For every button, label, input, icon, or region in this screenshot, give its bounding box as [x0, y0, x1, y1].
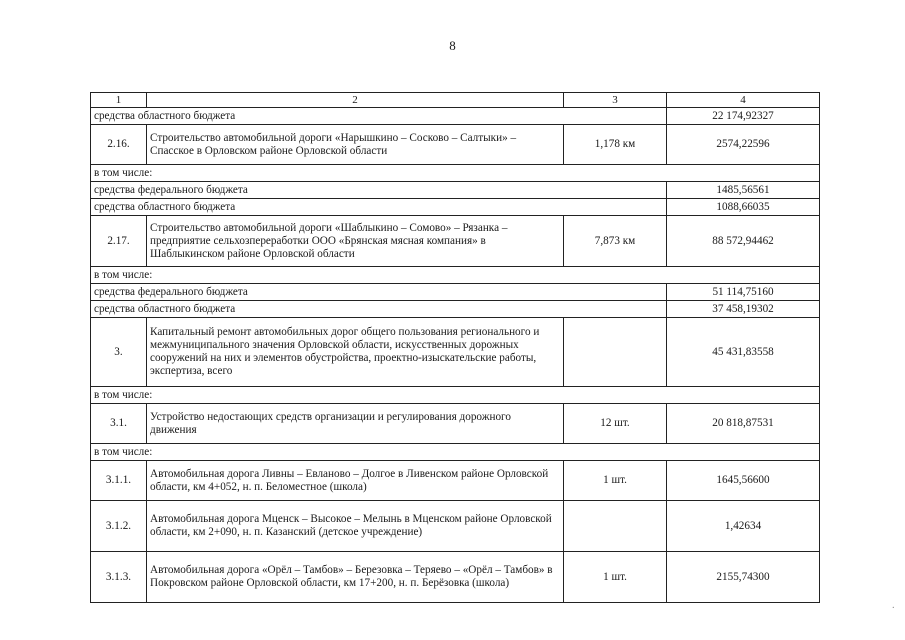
table-row [91, 461, 820, 501]
table-row [91, 444, 820, 461]
amount-cell: 88 572,94462 [667, 216, 820, 267]
item-quantity [564, 318, 667, 387]
funding-source-label: средства федерального бюджета [91, 182, 667, 199]
item-number: 2.16. [91, 125, 147, 165]
header-cell: 2 [147, 93, 564, 108]
item-quantity: 7,873 км [564, 216, 667, 267]
subtotal-note: в том числе: [91, 267, 820, 284]
table-row [91, 284, 820, 301]
table-row [91, 552, 820, 603]
header-cell: 3 [564, 93, 667, 108]
item-quantity: 1 шт. [564, 461, 667, 501]
funding-source-label: средства областного бюджета [91, 301, 667, 318]
amount-cell: 37 458,19302 [667, 301, 820, 318]
table-row [91, 199, 820, 216]
item-quantity: 12 шт. [564, 404, 667, 444]
item-quantity [564, 501, 667, 552]
item-description: Автомобильная дорога «Орёл – Тамбов» – Березовка – Теряево – «Орёл – Тамбов» в Покровском районе Орловской области, км 17+200, н. п. Берёзовка (школа) [147, 552, 564, 603]
table-row [91, 501, 820, 552]
table-row [91, 404, 820, 444]
item-description: Устройство недостающих средств организации и регулирования дорожного движения [147, 404, 564, 444]
table-row [91, 108, 820, 125]
item-number: 3.1.1. [91, 461, 147, 501]
table-row [91, 165, 820, 182]
item-number: 3. [91, 318, 147, 387]
amount-cell: 22 174,92327 [667, 108, 820, 125]
table-row [91, 125, 820, 165]
table-row [91, 182, 820, 199]
header-cell: 1 [91, 93, 147, 108]
subtotal-note: в том числе: [91, 444, 820, 461]
amount-cell: 51 114,75160 [667, 284, 820, 301]
item-number: 3.1. [91, 404, 147, 444]
table-row [91, 216, 820, 267]
amount-cell: 1645,56600 [667, 461, 820, 501]
funding-source-label: средства федерального бюджета [91, 284, 667, 301]
amount-cell: 2574,22596 [667, 125, 820, 165]
table-header-row [91, 93, 820, 108]
funding-source-label: средства областного бюджета [91, 108, 667, 125]
page-number: 8 [449, 38, 456, 53]
item-number: 3.1.2. [91, 501, 147, 552]
item-description: Строительство автомобильной дороги «Нарышкино – Сосково – Салтыки» – Спасское в Орловском районе Орловской области [147, 125, 564, 165]
subtotal-note: в том числе: [91, 387, 820, 404]
item-description: Автомобильная дорога Ливны – Евланово – Долгое в Ливенском районе Орловской области, км 4+052, н. п. Беломестное (школа) [147, 461, 564, 501]
amount-cell: 45 431,83558 [667, 318, 820, 387]
item-number: 2.17. [91, 216, 147, 267]
header-cell: 4 [667, 93, 820, 108]
table-row [91, 267, 820, 284]
funding-source-label: средства областного бюджета [91, 199, 667, 216]
amount-cell: 1,42634 [667, 501, 820, 552]
item-number: 3.1.3. [91, 552, 147, 603]
amount-cell: 2155,74300 [667, 552, 820, 603]
table-row [91, 301, 820, 318]
subtotal-note: в том числе: [91, 165, 820, 182]
item-description: Капитальный ремонт автомобильных дорог общего пользования регионального и межмуниципального значения Орловской области, искусственных дорожных сооружений на них и элементов обустройства, проектно-изыскательские работы, экспертиза, всего [147, 318, 564, 387]
table-row [91, 318, 820, 387]
amount-cell: 20 818,87531 [667, 404, 820, 444]
item-quantity: 1 шт. [564, 552, 667, 603]
amount-cell: 1485,56561 [667, 182, 820, 199]
item-quantity: 1,178 км [564, 125, 667, 165]
amount-cell: 1088,66035 [667, 199, 820, 216]
item-description: Автомобильная дорога Мценск – Высокое – Мелынь в Мценском районе Орловской области, км 2+090, н. п. Казанский (детское учреждение) [147, 501, 564, 552]
scan-mark: · [891, 603, 895, 614]
table-row [91, 387, 820, 404]
budget-table [90, 92, 820, 603]
item-description: Строительство автомобильной дороги «Шаблыкино – Сомово» – Рязанка – предприятие сельхозпереработки ООО «Брянская мясная компания» в Шаблыкинском районе Орловской области [147, 216, 564, 267]
